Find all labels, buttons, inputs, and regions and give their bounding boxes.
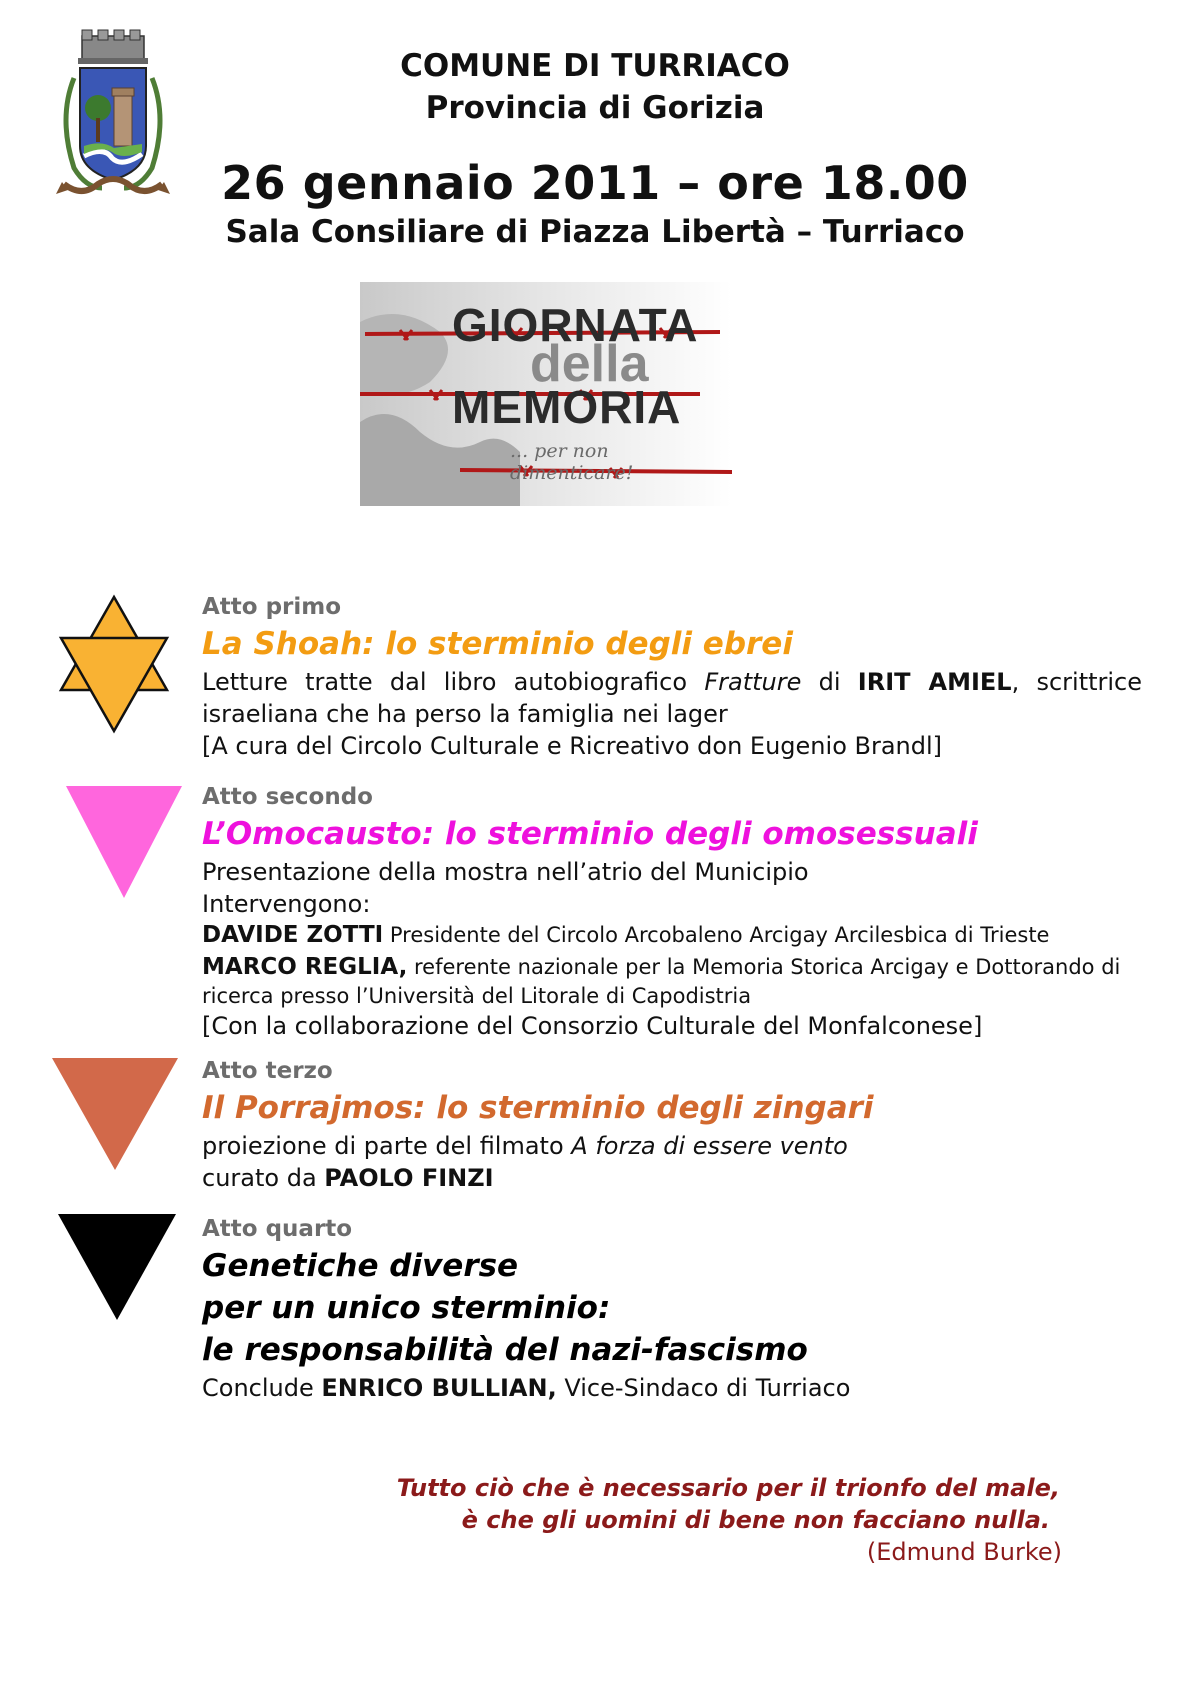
event-venue: Sala Consiliare di Piazza Libertà – Turriaco — [225, 214, 965, 250]
act-4-line-1: Conclude ENRICO BULLIAN, Vice-Sindaco di Turriaco — [202, 1374, 851, 1402]
logo-tagline: ... per non dimenticare! — [510, 440, 634, 484]
act-4-title-line-1: Genetiche diverse — [202, 1248, 519, 1284]
logo-word-della: della — [530, 335, 649, 393]
act-1-line-3: [A cura del Circolo Culturale e Ricreativo don Eugenio Brandl] — [202, 732, 943, 760]
act-2-speaker-2-cont: ricerca presso l’Università del Litorale di Capodistria — [202, 984, 752, 1008]
brown-triangle-icon — [52, 1058, 178, 1170]
act-1-line-2: israeliana che ha perso la famiglia nei lager — [202, 700, 728, 728]
act-2-line-1: Presentazione della mostra nell’atrio del Municipio — [202, 858, 809, 886]
act-2-speaker-2: MARCO REGLIA, referente nazionale per la Memoria Storica Arcigay e Dottorando di — [202, 954, 1121, 980]
act-4-title-line-3: le responsabilità del nazi-fascismo — [202, 1332, 808, 1368]
quote-line-2: è che gli uomini di bene non facciano nulla. — [461, 1506, 1050, 1534]
act-4-label: Atto quarto — [202, 1216, 353, 1242]
logo-word-giornata: GIORNATA — [452, 299, 699, 351]
act-4-title-line-2: per un unico sterminio: — [202, 1290, 611, 1326]
star-of-david-icon — [58, 594, 170, 734]
act-1-title: La Shoah: lo sterminio degli ebrei — [202, 626, 793, 662]
act-2-label: Atto secondo — [202, 784, 373, 810]
municipality-title: COMUNE DI TURRIACO — [400, 48, 790, 84]
act-3-line-1: proiezione di parte del filmato A forza di essere vento — [202, 1132, 848, 1160]
act-3-title: Il Porrajmos: lo sterminio degli zingari — [202, 1090, 874, 1126]
act-3-label: Atto terzo — [202, 1058, 333, 1084]
province-title: Provincia di Gorizia — [425, 90, 765, 126]
act-2-line-3: [Con la collaborazione del Consorzio Culturale del Monfalconese] — [202, 1012, 983, 1040]
event-datetime: 26 gennaio 2011 – ore 18.00 — [221, 156, 969, 210]
act-2-line-2: Intervengono: — [202, 890, 371, 918]
quote-author: (Edmund Burke) — [866, 1538, 1062, 1566]
act-2-title: L’Omocausto: lo sterminio degli omosessuali — [202, 816, 978, 852]
giornata-memoria-logo — [360, 282, 732, 506]
act-1-line-1: Letture tratte dal libro autobiografico Fratture di IRIT AMIEL, scrittrice — [202, 668, 1143, 696]
act-3-line-2: curato da PAOLO FINZI — [202, 1164, 494, 1192]
act-1-label: Atto primo — [202, 594, 342, 620]
logo-word-memoria: MEMORIA — [452, 381, 682, 433]
quote-line-1: Tutto ciò che è necessario per il trionfo del male, — [396, 1474, 1060, 1502]
act-2-speaker-1: DAVIDE ZOTTI Presidente del Circolo Arcobaleno Arcigay Arcilesbica di Trieste — [202, 922, 1050, 948]
pink-triangle-icon — [66, 786, 182, 898]
black-triangle-icon — [58, 1214, 176, 1320]
